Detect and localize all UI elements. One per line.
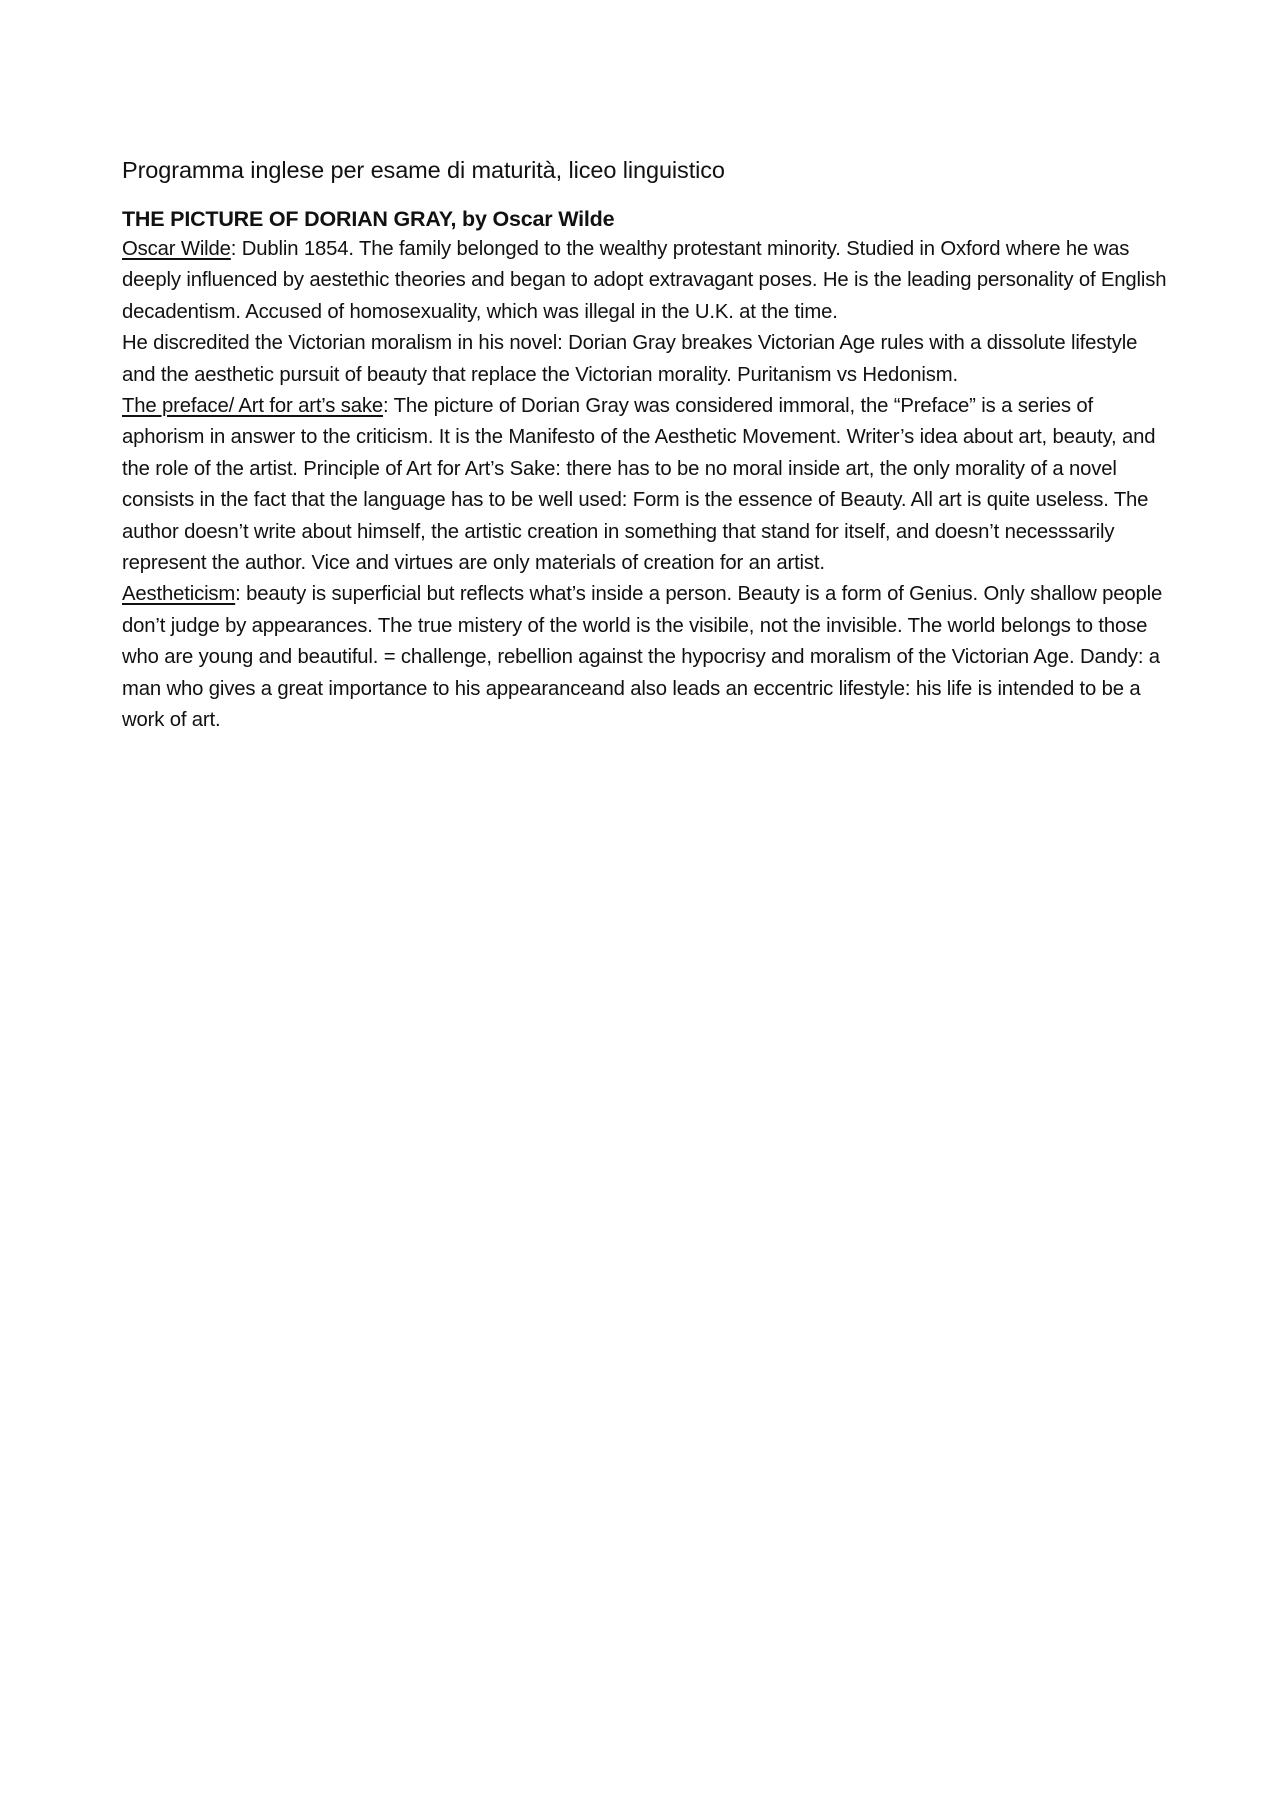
paragraph-preface	[122, 391, 1174, 579]
paragraph-label-aestheticism: Aestheticism	[122, 583, 236, 606]
paragraph-label-preface: The preface/ Art for art’s sake	[122, 395, 384, 418]
paragraph-text-aestheticism: : beauty is superficial but reflects what’s inside a person. Beauty is a form of Genius. Only shallow people don’t judge by appearances. The true mistery of the world is the visibile, not the invisible. The world belongs to those who are young and beautiful. = challenge, rebellion against the hypocrisy and moralism of the Victorian Age. Dandy: a man who gives a great importance to his appearanceand also leads an eccentric lifestyle: his life is intended to be a work of art.	[122, 583, 1163, 732]
paragraph-aestheticism	[122, 579, 1174, 736]
paragraph-victorian-moralism	[122, 328, 1174, 391]
paragraph-text-victorian-moralism: He discredited the Victorian moralism in his novel: Dorian Gray breakes Victorian Age rules with a dissolute lifestyle and the aesthetic pursuit of beauty that replace the Victorian morality. Puritanism vs Hedonism.	[122, 332, 1138, 386]
paragraph-text-oscar-wilde: : Dublin 1854. The family belonged to the wealthy protestant minority. Studied in Oxford where he was deeply influenced by aestethic theories and began to adopt extravagant poses. He is the leading personality of English decadentism. Accused of homosexuality, which was illegal in the U.K. at the time.	[122, 238, 1167, 323]
paragraph-label-oscar-wilde: Oscar Wilde	[122, 238, 231, 260]
paragraph-text-preface: : The picture of Dorian Gray was considered immoral, the “Preface” is a series of aphorism in answer to the criticism. It is the Manifesto of the Aesthetic Movement. Writer’s idea about art, beauty, and the role of the artist. Principle of Art for Art’s Sake: there has to be no moral inside art, the only morality of a novel consists in the fact that the language has to be well used: Form is the essence of Beauty. All art is quite useless. The author doesn’t write about himself, the artistic creation in something that stand for itself, and doesn’t necesssarily represent the author. Vice and virtues are only materials of creation for an artist.	[122, 395, 1156, 575]
paragraph-oscar-wilde	[122, 234, 1174, 328]
section-heading: THE PICTURE OF DORIAN GRAY, by Oscar Wilde	[122, 207, 615, 231]
document-body	[122, 154, 1174, 737]
document-title: Programma inglese per esame di maturità, liceo linguistico	[122, 157, 725, 183]
